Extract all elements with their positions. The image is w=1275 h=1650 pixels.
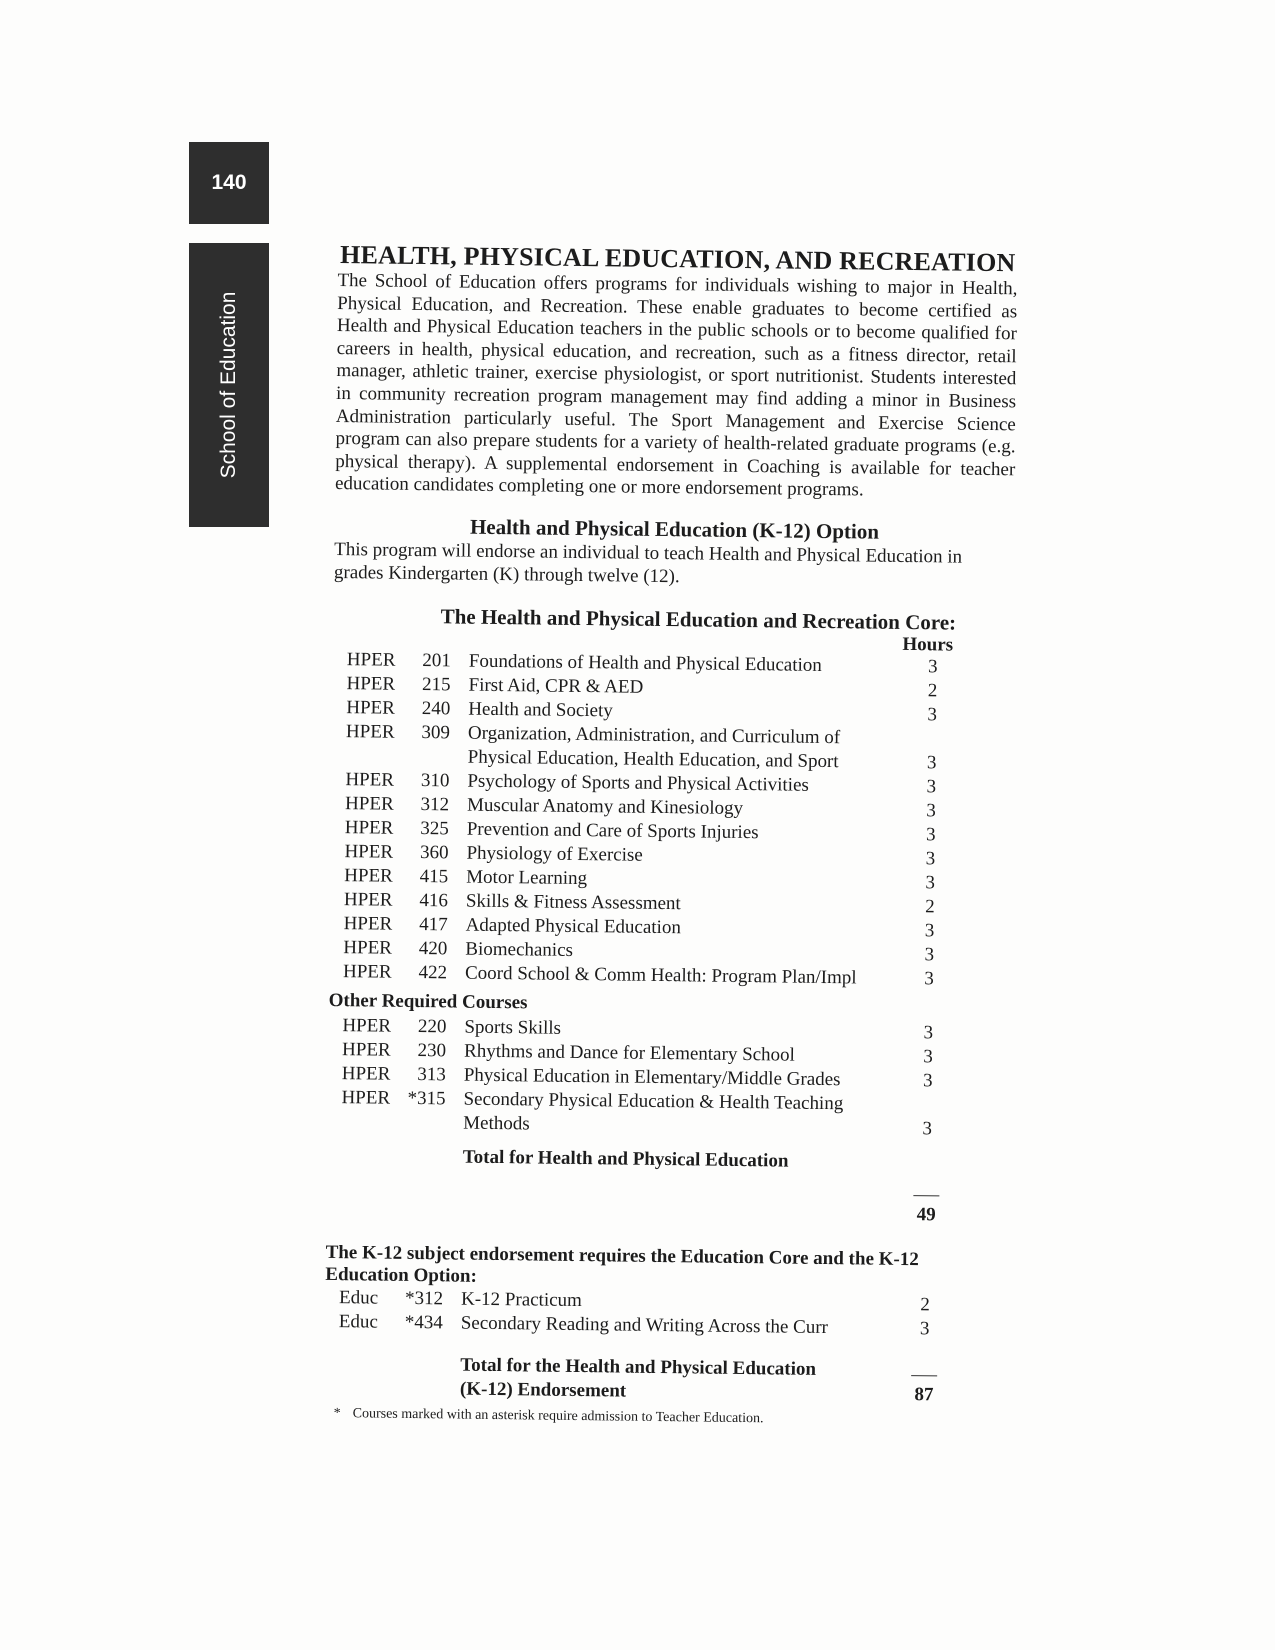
course-title: Psychology of Sports and Physical Activities [467,770,809,796]
other-courses-table [326,1014,948,1228]
course-title: First Aid, CPR & AED [468,674,644,698]
k12-total-value: 87 [914,1384,934,1406]
course-title: Health and Society [468,698,613,722]
course-title: Secondary Reading and Writing Across the Curr [460,1312,829,1339]
course-dept: HPER [343,889,393,911]
course-dept: HPER [345,769,395,791]
core-title: The Health and Physical Education and Recreation Core: [440,604,957,635]
course-number: 201 [422,650,451,672]
footnote-marker: * [333,1405,341,1422]
hours-header: Hours [902,633,954,656]
course-dept: HPER [345,721,395,743]
course-dept-blank [332,744,404,769]
course-number: *315 [407,1087,446,1110]
course-number: 312 [420,793,450,816]
course-title: Motor Learning [466,866,588,890]
option-title: Health and Physical Education (K-12) Option [469,514,880,544]
course-hours: 2 [920,1294,930,1316]
footnote [324,1406,1004,1430]
course-dept: HPER [346,697,395,719]
course-title: Rhythms and Dance for Elementary School [463,1040,796,1066]
course-hours: 3 [919,1318,930,1340]
course-number: 310 [420,769,450,792]
course-title: Skills & Fitness Assessment [465,890,681,915]
course-title: Foundations of Health and Physical Education [468,650,822,676]
course-title-continued: Methods [463,1112,530,1135]
course-dept: HPER [346,649,396,671]
course-title: Sports Skills [464,1016,562,1039]
course-number: 420 [418,937,448,960]
course-number: 215 [421,673,451,696]
course-hours: 3 [923,1022,934,1044]
course-number-blank [404,745,468,770]
course-dept: HPER [344,817,394,839]
course-hours: 3 [927,704,938,726]
course-number: 325 [420,817,449,840]
course-title-continued: Physical Education, Health Education, and Sport [467,746,839,773]
course-dept: Educ [338,1287,379,1309]
course-dept: Educ [338,1311,378,1333]
footnote-text: Courses marked with an asterisk require admission to Teacher Education. [352,1406,764,1427]
course-hours: 3 [925,824,936,846]
course-dept: HPER [344,841,394,863]
course-hours: 2 [927,680,938,702]
course-dept: HPER [341,1087,391,1109]
course-hours: 3 [926,800,936,822]
k12-total-label-1: Total for the Health and Physical Education [460,1354,817,1380]
section-label: School of Education [217,291,240,479]
page-content [324,240,1018,1430]
course-hours: 3 [926,752,937,774]
course-hours: 2 [925,896,935,918]
course-number: 309 [421,721,451,744]
course-hours: 3 [925,872,936,894]
course-title: Biomechanics [465,938,574,961]
course-dept: HPER [342,961,392,983]
course-title: Physiology of Exercise [466,842,643,866]
course-number: *312 [404,1287,444,1310]
course-hours: 3 [922,1118,933,1140]
course-dept: HPER [343,913,393,935]
course-number: 313 [417,1063,446,1086]
course-title: Coord School & Comm Health: Program Plan/Impl [464,962,857,989]
course-dept: HPER [342,1015,392,1037]
total-value-row [326,1168,947,1228]
course-title: Physical Education in Elementary/Middle Grades [463,1064,841,1091]
course-title: K-12 Practicum [460,1288,583,1311]
course-hours: 3 [925,848,936,870]
course-number-blank [399,1111,463,1136]
course-number: 360 [419,841,449,864]
course-title: Adapted Physical Education [465,914,682,939]
section-tab [189,243,269,527]
intro-paragraph: The School of Education offers programs for individuals wishing to major in Health, Physical Education, and Recreation. These enable graduates to become certified as Health and Physical Education teachers in the public schools or to become qualified for careers in health, physical education, and recreation, such as a fitness director, retail manager, athletic trainer, exercise physiologist, or sport nutritionist. Students interested in community recreation program management may find adding a minor in Business Administration particularly useful. The Sport Management and Exercise Science program can also prepare students for a variety of health-related graduate programs (e.g. physical therapy). A supplemental endorsement in Coaching is available for teacher education candidates completing one or more endorsement programs. [334,269,1018,501]
course-dept: HPER [343,937,393,959]
k12-courses-table [324,1286,945,1408]
course-number: 416 [419,889,449,912]
total-value: 49 [916,1204,936,1226]
course-title: Organization, Administration, and Curriculum of [467,722,841,749]
course-number: 422 [418,961,448,984]
other-courses-heading: Other Required Courses [328,989,528,1014]
course-dept: HPER [344,793,394,815]
course-hours: 3 [926,776,937,798]
course-title: Prevention and Care of Sports Injuries [466,818,759,844]
course-number: 220 [417,1015,447,1038]
course-hours: 3 [923,1046,933,1068]
course-number: 230 [417,1039,447,1062]
page-number-tab [189,142,269,224]
course-title: Muscular Anatomy and Kinesiology [466,794,744,819]
course-hours: 3 [924,944,935,966]
core-courses-table [329,648,953,992]
course-hours: 3 [924,920,935,942]
sum-rule [913,1195,939,1196]
course-dept: HPER [344,865,393,887]
course-hours: 3 [922,1070,933,1092]
page-title: HEALTH, PHYSICAL EDUCATION, AND RECREATION [339,240,1016,278]
course-title: Secondary Physical Education & Health Teaching [463,1088,844,1115]
course-number: 415 [419,865,449,888]
page-number: 140 [211,171,247,194]
k12-sum-rule [911,1375,937,1376]
course-number: *434 [404,1311,443,1334]
course-hours [912,727,952,751]
course-dept: HPER [341,1063,391,1085]
course-dept: HPER [341,1039,391,1061]
k12-requirement: The K-12 subject endorsement requires the Education Core and the K-12 Education Option: [325,1241,919,1287]
k12-total-row [324,1334,944,1384]
course-dept-blank [327,1110,399,1135]
course-dept: HPER [346,673,396,695]
course-number: 240 [421,697,451,720]
course-hours: 3 [927,656,938,678]
course-hours [907,1093,947,1117]
course-hours: 3 [924,968,934,990]
k12-total-label-2: (K-12) Endorsement [459,1378,627,1402]
course-number: 417 [419,913,448,936]
total-label: Total for Health and Physical Education [462,1146,789,1172]
option-description: This program will endorse an individual to teach Health and Physical Education in grades Kindergarten (K) through twelve (12). [333,538,963,588]
